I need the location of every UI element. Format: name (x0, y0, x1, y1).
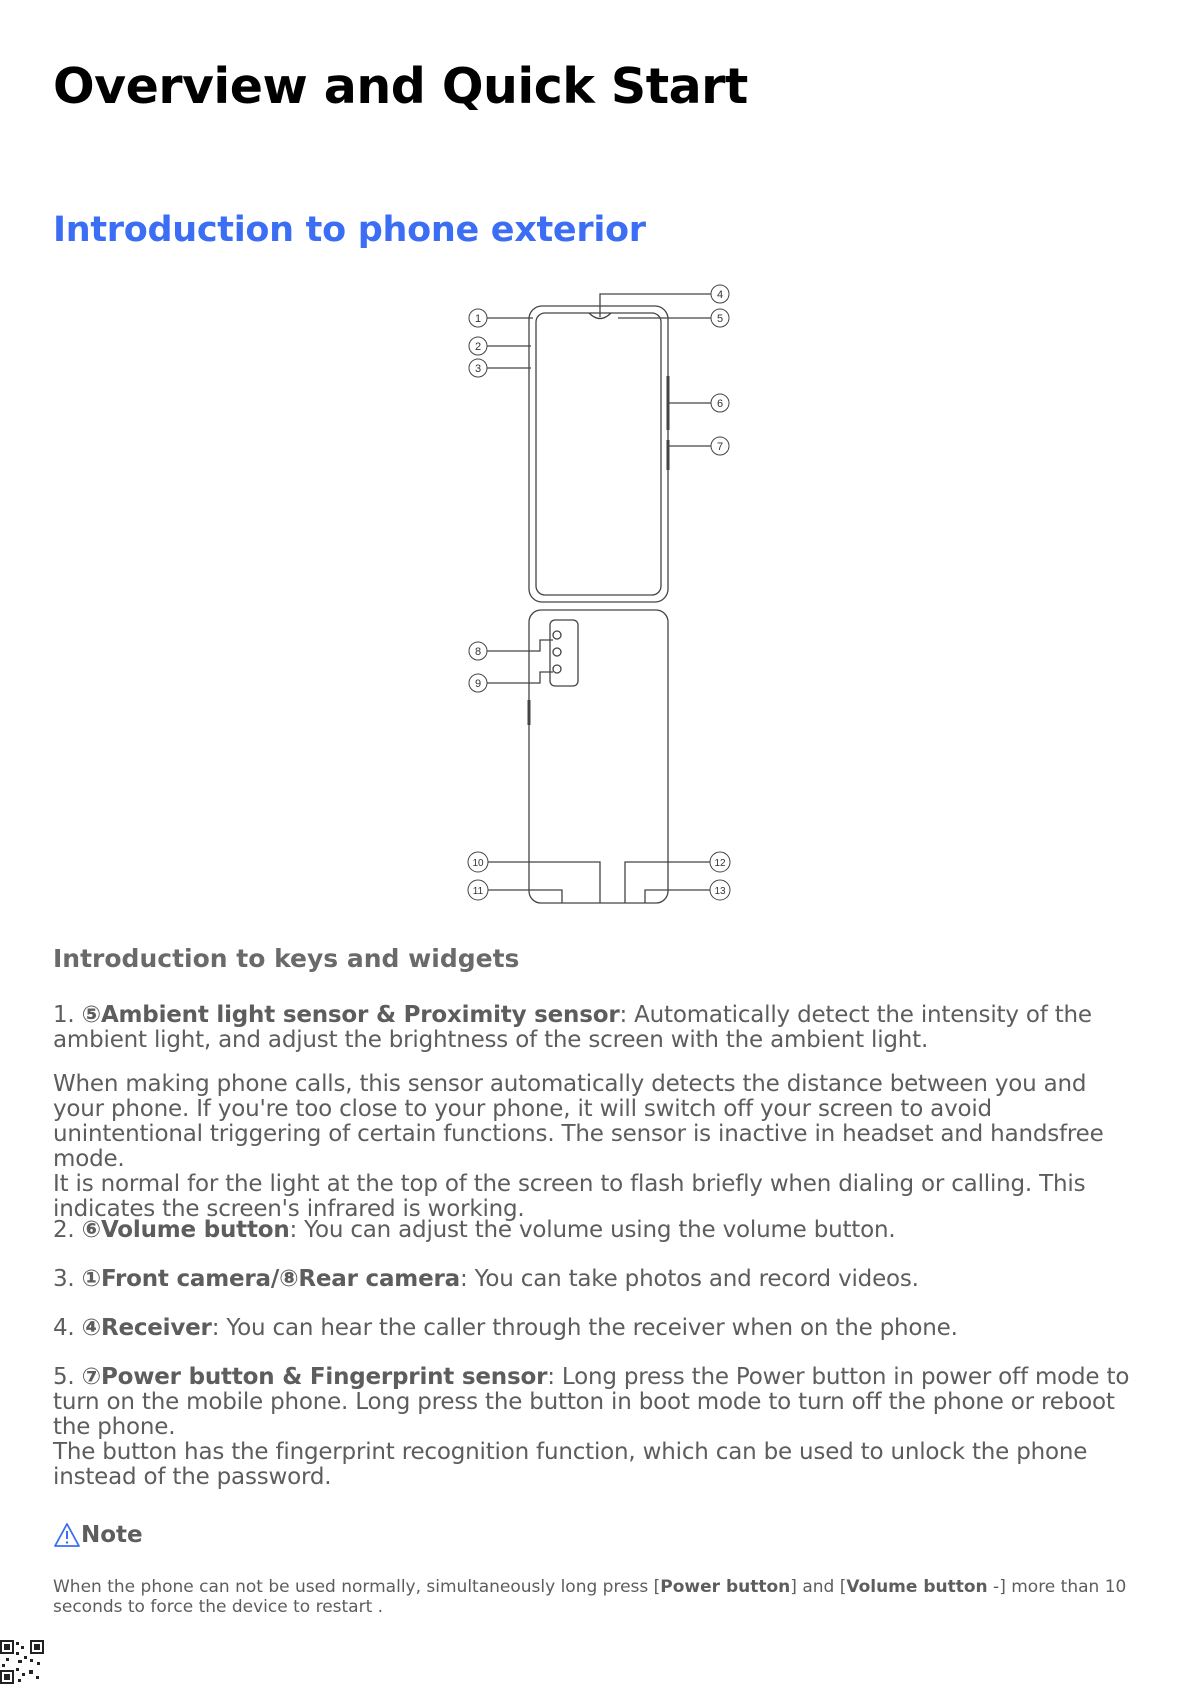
rear-camera-lens-1 (553, 631, 561, 639)
callout-label: 9 (474, 678, 482, 690)
circled-number: ⑧ (279, 1266, 299, 1292)
callout-13 (710, 880, 730, 900)
circled-number: ① (81, 1266, 101, 1292)
phone-exterior-diagram (440, 276, 740, 910)
item-ambient-sensor: 1. ⑤Ambient light sensor & Proximity sensor: Automatically detect the intensity of the ambient light, and adjust the brightness of the screen with the ambient light. (53, 1002, 1092, 1053)
item-cameras: 3. ①Front camera/⑧Rear camera: You can take photos and record videos. (53, 1266, 919, 1292)
callout-4 (711, 285, 729, 303)
circled-number: ⑥ (81, 1217, 101, 1243)
callout-label: 8 (474, 646, 482, 658)
item-volume-button: 2. ⑥Volume button: You can adjust the volume using the volume button. (53, 1217, 896, 1243)
callout-label: 12 (714, 858, 726, 869)
callout-11 (468, 880, 488, 900)
note-text: When the phone can not be used normally, simultaneously long press [Power button] and [Volume button -] more than 10 seconds to force the device to restart . (53, 1577, 1127, 1617)
qr-code-icon (0, 1640, 44, 1684)
item-power-button: 5. ⑦Power button & Fingerprint sensor: Long press the Power button in power off mode to turn on the mobile phone. Long press the button in boot mode to turn off the phone or reboot the phone. The button has the fingerprint recognition function, which can be used to unlock the phone instead of the password. (53, 1364, 1130, 1490)
callout-label: 2 (474, 341, 482, 353)
callout-7 (711, 437, 729, 455)
callout-label: 1 (474, 313, 482, 325)
callout-label: 3 (474, 363, 482, 375)
callout-5 (711, 309, 729, 327)
section-title: Introduction to phone exterior (53, 210, 646, 250)
callout-12 (710, 852, 730, 872)
callout-8 (469, 642, 487, 660)
item-name: Volume button (100, 1217, 290, 1243)
item-receiver: 4. ④Receiver: You can hear the caller through the receiver when on the phone. (53, 1315, 958, 1341)
callout-label: 13 (714, 886, 726, 897)
callout-label: 4 (716, 289, 724, 301)
warning-icon (53, 1522, 81, 1548)
page-title: Overview and Quick Start (53, 58, 748, 115)
rear-camera-lens-2 (553, 648, 561, 656)
circled-number: ⑤ (81, 1002, 101, 1028)
callout-label: 10 (472, 858, 484, 869)
callout-label: 6 (716, 398, 724, 410)
rear-camera-lens-3 (553, 665, 561, 673)
callout-label: 5 (716, 313, 724, 325)
callout-label: 7 (716, 441, 724, 453)
callout-6 (711, 394, 729, 412)
subsection-title: Introduction to keys and widgets (53, 944, 520, 973)
callout-9 (469, 674, 487, 692)
callout-3 (469, 359, 487, 377)
item-name: Front camera/ (100, 1266, 280, 1292)
item-name: Power button & Fingerprint sensor (100, 1364, 548, 1390)
circled-number: ④ (81, 1315, 101, 1341)
callout-2 (469, 337, 487, 355)
phone-front-outline (529, 306, 668, 602)
item-name: Rear camera (298, 1266, 460, 1292)
rear-camera-module (550, 620, 578, 686)
note-heading (53, 1522, 143, 1548)
callout-label: 11 (472, 886, 484, 897)
callout-1 (469, 309, 487, 327)
item-name: Ambient light sensor & Proximity sensor (100, 1002, 620, 1028)
callout-10 (468, 852, 488, 872)
phone-front-screen (536, 313, 661, 595)
sensor-detail-paragraph: When making phone calls, this sensor automatically detects the distance between you and your phone. If you're too close to your phone, it will switch off your screen to avoid unintentional triggering of certain functions. The sensor is inactive in headset and handsfree mode. It is normal for the light at the top of the screen to flash briefly when dialing or calling. This indicates the screen's infrared is working. (53, 1071, 1104, 1222)
note-label: Note (81, 1522, 143, 1548)
circled-number: ⑦ (81, 1364, 101, 1390)
item-name: Receiver (100, 1315, 212, 1341)
